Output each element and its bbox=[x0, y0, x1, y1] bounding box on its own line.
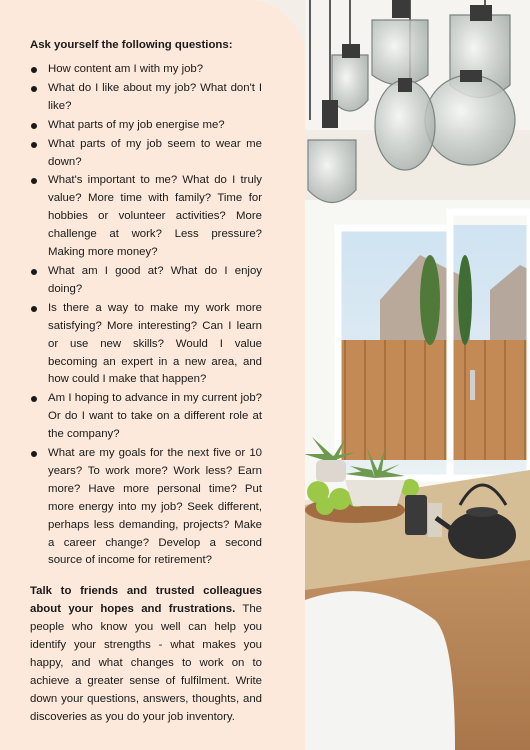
questions-list bbox=[30, 61, 262, 570]
closing-body: The people who know you well can help you identify your strengths - what makes you happy, and what changes to work on to achieve a greater sense of fulfilment. Write down your questions, answers, thoughts, and discoveries as you do your job inventory. bbox=[30, 603, 262, 723]
list-item: What parts of my job seem to wear me down? bbox=[30, 136, 262, 172]
article-content bbox=[30, 36, 262, 738]
list-item: What's important to me? What do I truly value? More time with family? Time for hobbies or volunteer activities? More challenge at work? Less pressure? Making more money? bbox=[30, 172, 262, 262]
closing-lead: Talk to friends and trusted colleagues about your hopes and frustrations. bbox=[30, 585, 262, 616]
closing-paragraph bbox=[30, 583, 262, 726]
questions-heading: Ask yourself the following questions: bbox=[30, 39, 233, 51]
list-item: Is there a way to make my work more satisfying? More interesting? Can I learn or use new skills? Would I value becoming an expert in a new area, and how could I make that happen? bbox=[30, 300, 262, 390]
list-item: What are my goals for the next five or 10 years? To work more? Work less? Earn more? Have more personal time? Put more energy into my job? Seek different, perhaps less demanding, projects? Make a career change? Develop a second source of income for retirement? bbox=[30, 445, 262, 570]
list-item: How content am I with my job? bbox=[30, 61, 262, 79]
list-item: What am I good at? What do I enjoy doing? bbox=[30, 263, 262, 299]
list-item: What do I like about my job? What don't I like? bbox=[30, 80, 262, 116]
list-item: What parts of my job energise me? bbox=[30, 117, 262, 135]
list-item: Am I hoping to advance in my current job? Or do I want to take on a different role at the company? bbox=[30, 390, 262, 444]
